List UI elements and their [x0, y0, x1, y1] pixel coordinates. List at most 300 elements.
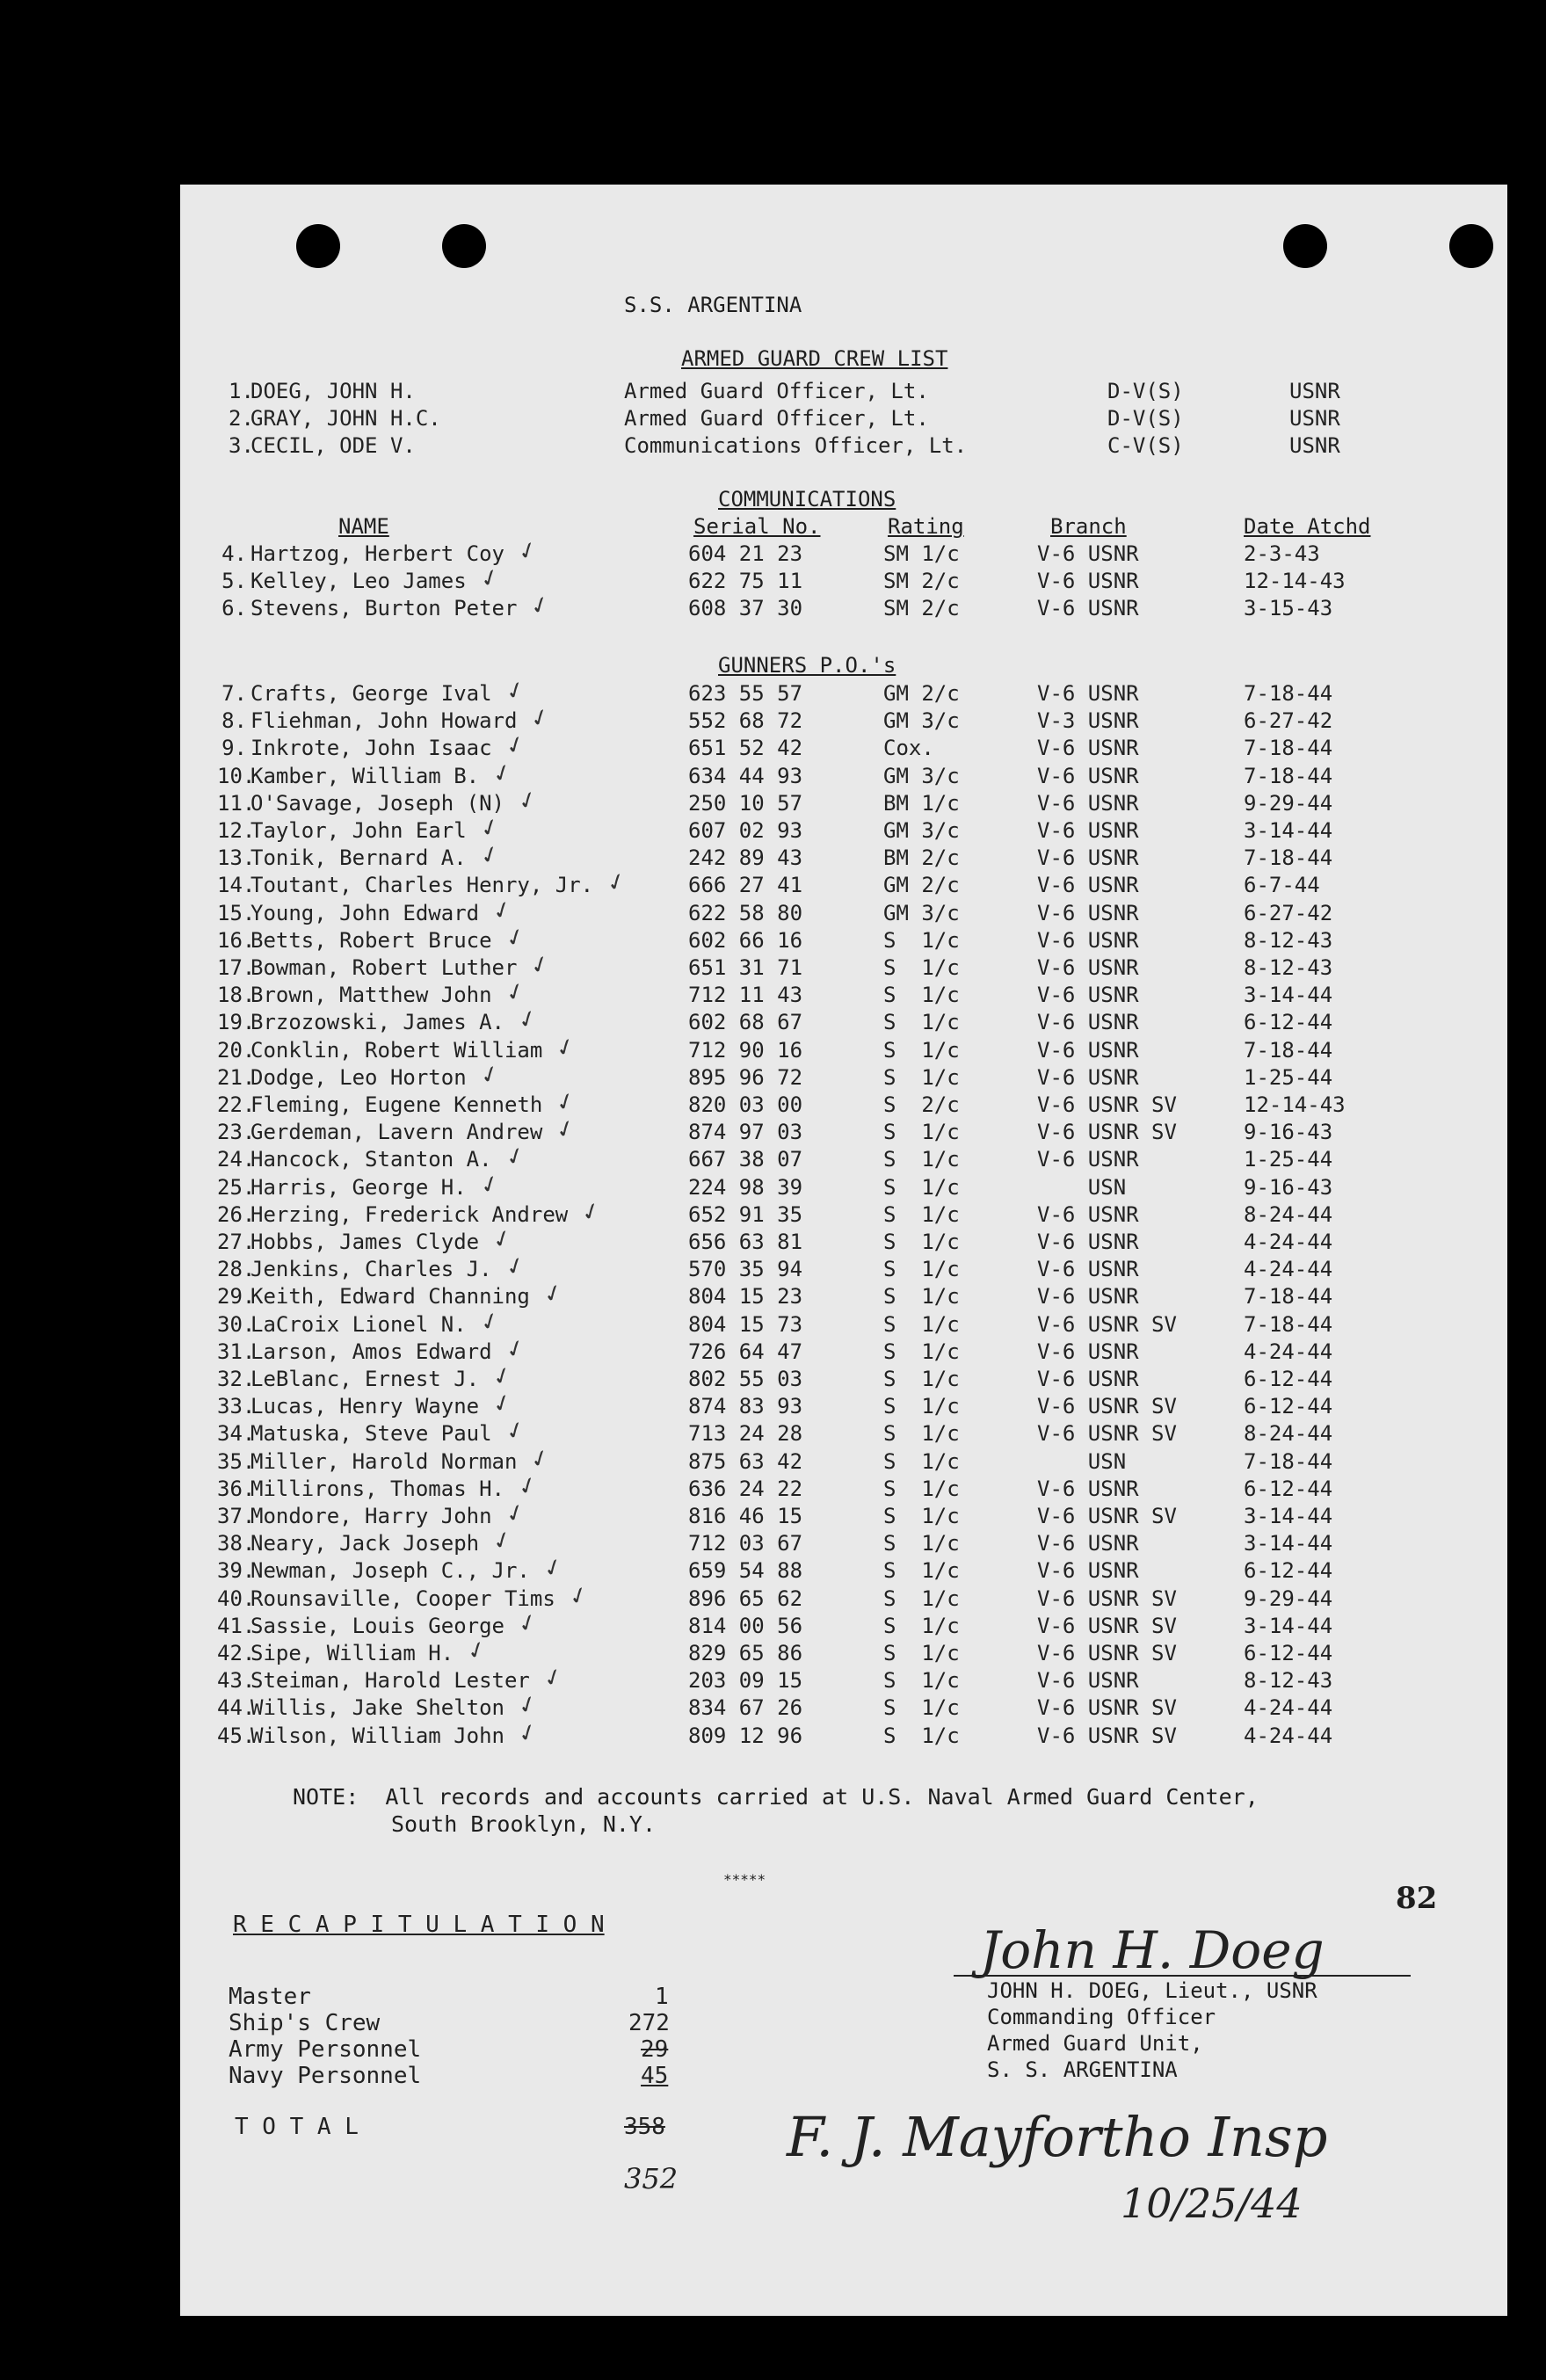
- check-mark-icon: ✓: [502, 728, 528, 763]
- crew-name: Kelley, Leo James: [250, 569, 467, 594]
- crew-row: [180, 809, 1507, 845]
- signature-title: Commanding Officer: [987, 2005, 1216, 2029]
- crew-date: 4-24-44: [1244, 1257, 1333, 1282]
- officer-rank: D-V(S): [1107, 406, 1184, 431]
- crew-branch: V-6 USNR: [1037, 1230, 1139, 1254]
- officer-title: Armed Guard Officer, Lt.: [624, 406, 929, 431]
- crew-rating: S 1/c: [883, 1531, 960, 1556]
- crew-serial: 726 64 47: [688, 1339, 803, 1364]
- crew-branch: V-6 USNR SV: [1037, 1120, 1177, 1145]
- crew-list-title: ARMED GUARD CREW LIST: [681, 346, 948, 371]
- crew-date: 6-27-42: [1244, 708, 1333, 734]
- officer-rank: D-V(S): [1107, 379, 1184, 403]
- crew-rating: SM 2/c: [883, 569, 960, 594]
- crew-date: 8-24-44: [1244, 1421, 1333, 1447]
- crew-branch: V-6 USNR: [1037, 736, 1139, 761]
- signature-ship: S. S. ARGENTINA: [987, 2057, 1178, 2082]
- signature-name: JOHN H. DOEG, Lieut., USNR: [987, 1978, 1317, 2003]
- crew-num: 32.: [217, 1367, 256, 1391]
- crew-rating: S 1/c: [883, 1037, 960, 1063]
- crew-name: Stevens, Burton Peter: [250, 596, 518, 621]
- crew-num: 25.: [217, 1174, 256, 1200]
- crew-row: [180, 838, 1507, 873]
- crew-rating: S 1/c: [883, 1201, 960, 1227]
- crew-serial: 820 03 00: [688, 1092, 803, 1117]
- crew-branch: V-6 USNR: [1037, 1531, 1139, 1556]
- crew-date: 3-14-44: [1244, 1531, 1333, 1556]
- crew-branch: V-6 USNR SV: [1037, 1092, 1177, 1117]
- crew-num: 10.: [217, 763, 256, 788]
- check-mark-icon: ✓: [514, 533, 541, 569]
- crew-num: 11.: [217, 790, 256, 816]
- crew-name: Millirons, Thomas H.: [250, 1476, 504, 1501]
- check-mark-icon: ✓: [577, 1194, 604, 1229]
- punch-hole: [1449, 224, 1493, 268]
- check-mark-icon: ✓: [526, 588, 553, 623]
- crew-num: 42.: [217, 1641, 256, 1665]
- officer-name: DOEG, JOHN H.: [250, 379, 416, 403]
- crew-rating: S 1/c: [883, 1448, 960, 1474]
- crew-rating: S 1/c: [883, 1558, 960, 1584]
- officer-branch: USNR: [1289, 379, 1340, 403]
- check-mark-icon: ✓: [489, 1221, 515, 1257]
- crew-row: [180, 1303, 1507, 1339]
- check-mark-icon: ✓: [489, 892, 515, 927]
- crew-row: [180, 1139, 1507, 1174]
- crew-rating: BM 2/c: [883, 845, 960, 871]
- crew-branch: V-6 USNR: [1037, 927, 1139, 953]
- crew-name: LeBlanc, Ernest J.: [250, 1367, 480, 1391]
- crew-branch: V-6 USNR: [1037, 790, 1139, 816]
- check-mark-icon: ✓: [502, 975, 528, 1010]
- crew-name: Gerdeman, Lavern Andrew: [250, 1120, 543, 1145]
- crew-rating: S 1/c: [883, 1585, 960, 1611]
- crew-date: 9-16-43: [1244, 1120, 1333, 1145]
- officer-title: Armed Guard Officer, Lt.: [624, 379, 929, 403]
- crew-rating: S 1/c: [883, 1311, 960, 1337]
- crew-row: [180, 1715, 1507, 1750]
- crew-num: 22.: [217, 1092, 256, 1117]
- crew-row: [180, 892, 1507, 927]
- crew-row: [180, 919, 1507, 954]
- crew-date: 9-16-43: [1244, 1174, 1333, 1200]
- crew-num: 23.: [217, 1120, 256, 1145]
- crew-branch: V-6 USNR SV: [1037, 1311, 1177, 1337]
- crew-name: Hancock, Stanton A.: [250, 1147, 492, 1172]
- crew-row: [180, 1358, 1507, 1394]
- crew-branch: V-6 USNR SV: [1037, 1421, 1177, 1447]
- crew-name: Fliehman, John Howard: [250, 708, 518, 734]
- crew-rating: S 1/c: [883, 1367, 960, 1391]
- check-mark-icon: ✓: [476, 1056, 503, 1092]
- officer-branch: USNR: [1289, 433, 1340, 458]
- crew-branch: V-6 USNR SV: [1037, 1723, 1177, 1748]
- crew-date: 4-24-44: [1244, 1723, 1333, 1748]
- crew-row: [180, 1056, 1507, 1092]
- crew-num: 12.: [217, 818, 256, 843]
- crew-date: 6-12-44: [1244, 1394, 1333, 1419]
- crew-branch: V-6 USNR: [1037, 1284, 1139, 1310]
- crew-rating: S 1/c: [883, 1120, 960, 1145]
- crew-num: 43.: [217, 1668, 256, 1694]
- check-mark-icon: ✓: [502, 1139, 528, 1174]
- crew-row: [180, 672, 1507, 708]
- crew-branch: V-6 USNR: [1037, 1558, 1139, 1584]
- crew-row: [180, 1632, 1507, 1668]
- crew-serial: 250 10 57: [688, 790, 803, 816]
- check-mark-icon: ✓: [476, 1166, 503, 1201]
- crew-branch: V-6 USNR: [1037, 1668, 1139, 1694]
- crew-serial: 622 58 80: [688, 900, 803, 925]
- crew-serial: 634 44 93: [688, 763, 803, 788]
- crew-row: [180, 1468, 1507, 1503]
- crew-name: Bowman, Robert Luther: [250, 955, 518, 980]
- check-mark-icon: ✓: [514, 1002, 541, 1037]
- crew-branch: V-6 USNR: [1037, 596, 1139, 621]
- crew-name: Hobbs, James Clyde: [250, 1230, 480, 1254]
- crew-branch: V-6 USNR: [1037, 818, 1139, 843]
- crew-date: 4-24-44: [1244, 1339, 1333, 1364]
- crew-date: 7-18-44: [1244, 1448, 1333, 1474]
- crew-serial: 570 35 94: [688, 1257, 803, 1282]
- crew-serial: 636 24 22: [688, 1476, 803, 1501]
- crew-row: [180, 533, 1507, 569]
- crew-row: [180, 1440, 1507, 1476]
- crew-date: 4-24-44: [1244, 1695, 1333, 1721]
- crew-date: 8-12-43: [1244, 1668, 1333, 1694]
- crew-num: 15.: [217, 900, 256, 925]
- crew-num: 9.: [221, 736, 247, 761]
- name-header: NAME: [338, 514, 389, 539]
- crew-num: 20.: [217, 1037, 256, 1063]
- recap-value-army: 29: [641, 2036, 669, 2063]
- crew-name: LaCroix Lionel N.: [250, 1311, 467, 1337]
- crew-serial: 814 00 56: [688, 1613, 803, 1638]
- crew-num: 18.: [217, 983, 256, 1008]
- crew-rating: S 1/c: [883, 983, 960, 1008]
- crew-date: 6-27-42: [1244, 900, 1333, 925]
- crew-branch: V-6 USNR: [1037, 541, 1139, 566]
- serial-header: Serial No.: [693, 514, 821, 539]
- crew-num: 31.: [217, 1339, 256, 1364]
- crew-row: [180, 1084, 1507, 1120]
- crew-serial: 712 90 16: [688, 1037, 803, 1063]
- crew-serial: 608 37 30: [688, 596, 803, 621]
- crew-serial: 804 15 23: [688, 1284, 803, 1310]
- crew-num: 27.: [217, 1230, 256, 1254]
- crew-branch: USN: [1037, 1174, 1127, 1200]
- check-mark-icon: ✓: [489, 1386, 515, 1421]
- crew-rating: S 1/c: [883, 1174, 960, 1200]
- crew-date: 1-25-44: [1244, 1064, 1333, 1090]
- crew-branch: V-6 USNR SV: [1037, 1504, 1177, 1528]
- crew-rating: S 1/c: [883, 1284, 960, 1310]
- crew-rating: S 1/c: [883, 1147, 960, 1172]
- crew-name: Steiman, Harold Lester: [250, 1668, 530, 1694]
- crew-num: 38.: [217, 1531, 256, 1556]
- recap-total-value: 358: [624, 2114, 665, 2140]
- page-number: 82: [1396, 1881, 1438, 1916]
- check-mark-icon: ✓: [489, 755, 515, 790]
- crew-row: [180, 865, 1507, 900]
- inspector-date: 10/25/44: [1121, 2180, 1303, 2227]
- crew-branch: USN: [1037, 1448, 1127, 1474]
- crew-serial: 712 03 67: [688, 1531, 803, 1556]
- check-mark-icon: ✓: [476, 809, 503, 845]
- crew-rating: GM 3/c: [883, 900, 960, 925]
- crew-name: Larson, Amos Edward: [250, 1339, 492, 1364]
- check-mark-icon: ✓: [540, 1276, 566, 1311]
- crew-serial: 242 89 43: [688, 845, 803, 871]
- crew-row: [180, 782, 1507, 817]
- check-mark-icon: ✓: [476, 1303, 503, 1339]
- crew-rating: S 1/c: [883, 1504, 960, 1528]
- crew-rating: S 1/c: [883, 1010, 960, 1035]
- crew-serial: 666 27 41: [688, 873, 803, 898]
- rating-header: Rating: [888, 514, 964, 539]
- crew-rating: S 1/c: [883, 927, 960, 953]
- signature-unit: Armed Guard Unit,: [987, 2031, 1203, 2056]
- crew-serial: 623 55 57: [688, 681, 803, 706]
- crew-date: 8-12-43: [1244, 955, 1333, 980]
- crew-serial: 622 75 11: [688, 569, 803, 594]
- crew-rating: S 1/c: [883, 1723, 960, 1748]
- crew-date: 12-14-43: [1244, 569, 1346, 594]
- crew-row: [180, 1495, 1507, 1531]
- crew-row: [180, 1550, 1507, 1585]
- crew-date: 4-24-44: [1244, 1230, 1333, 1254]
- inspector-signature: F. J. Mayfortho Insp: [787, 2105, 1328, 2169]
- crew-date: 9-29-44: [1244, 790, 1333, 816]
- crew-date: 3-14-44: [1244, 983, 1333, 1008]
- officer-num: 1.: [229, 379, 254, 403]
- crew-name: Lucas, Henry Wayne: [250, 1394, 480, 1419]
- separator-stars: *****: [723, 1871, 766, 1888]
- check-mark-icon: ✓: [526, 1440, 553, 1476]
- crew-rating: S 1/c: [883, 1421, 960, 1447]
- crew-name: Newman, Joseph C., Jr.: [250, 1558, 530, 1584]
- check-mark-icon: ✓: [502, 672, 528, 708]
- check-mark-icon: ✓: [502, 1331, 528, 1366]
- communications-heading: COMMUNICATIONS: [718, 487, 896, 512]
- crew-serial: 224 98 39: [688, 1174, 803, 1200]
- crew-date: 7-18-44: [1244, 1284, 1333, 1310]
- crew-date: 3-14-44: [1244, 1504, 1333, 1528]
- crew-num: 36.: [217, 1476, 256, 1501]
- crew-row: [180, 947, 1507, 983]
- recap-label-master: Master: [229, 1984, 311, 2010]
- crew-serial: 874 97 03: [688, 1120, 803, 1145]
- crew-serial: 602 68 67: [688, 1010, 803, 1035]
- check-mark-icon: ✓: [540, 1550, 566, 1585]
- crew-rating: S 2/c: [883, 1092, 960, 1117]
- crew-date: 8-24-44: [1244, 1201, 1333, 1227]
- crew-rating: Cox.: [883, 736, 934, 761]
- recap-value-crew: 272: [628, 2010, 670, 2036]
- crew-name: Young, John Edward: [250, 900, 480, 925]
- crew-serial: 875 63 42: [688, 1448, 803, 1474]
- crew-row: [180, 561, 1507, 596]
- crew-branch: V-6 USNR: [1037, 1037, 1139, 1063]
- recap-label-navy: Navy Personnel: [229, 2063, 422, 2089]
- crew-name: O'Savage, Joseph (N): [250, 790, 504, 816]
- officer-row: [180, 378, 1507, 405]
- officer-row: [180, 432, 1507, 460]
- crew-rating: S 1/c: [883, 1641, 960, 1665]
- crew-serial: 895 96 72: [688, 1064, 803, 1090]
- crew-row: [180, 728, 1507, 763]
- check-mark-icon: ✓: [514, 1715, 541, 1750]
- crew-num: 5.: [221, 569, 247, 594]
- check-mark-icon: ✓: [502, 1249, 528, 1284]
- recap-value-navy: 45: [641, 2063, 669, 2089]
- crew-date: 3-14-44: [1244, 1613, 1333, 1638]
- punch-hole: [442, 224, 486, 268]
- crew-num: 30.: [217, 1311, 256, 1337]
- crew-serial: 203 09 15: [688, 1668, 803, 1694]
- crew-serial: 713 24 28: [688, 1421, 803, 1447]
- check-mark-icon: ✓: [514, 1605, 541, 1640]
- officer-signature: John H. Doeg: [980, 1920, 1325, 1980]
- crew-serial: 651 31 71: [688, 955, 803, 980]
- crew-num: 37.: [217, 1504, 256, 1528]
- crew-rating: S 1/c: [883, 1668, 960, 1694]
- crew-rating: S 1/c: [883, 1064, 960, 1090]
- crew-name: Jenkins, Charles J.: [250, 1257, 492, 1282]
- crew-branch: V-6 USNR: [1037, 1201, 1139, 1227]
- crew-branch: V-6 USNR: [1037, 873, 1139, 898]
- crew-row: [180, 588, 1507, 623]
- crew-branch: V-6 USNR SV: [1037, 1641, 1177, 1665]
- crew-rating: S 1/c: [883, 1394, 960, 1419]
- crew-num: 39.: [217, 1558, 256, 1584]
- crew-rating: S 1/c: [883, 1695, 960, 1721]
- crew-branch: V-6 USNR: [1037, 1339, 1139, 1364]
- crew-rating: SM 2/c: [883, 596, 960, 621]
- crew-date: 7-18-44: [1244, 1311, 1333, 1337]
- officer-num: 3.: [229, 433, 254, 458]
- crew-name: Taylor, John Earl: [250, 818, 467, 843]
- crew-branch: V-6 USNR: [1037, 681, 1139, 706]
- officer-num: 2.: [229, 406, 254, 431]
- crew-num: 33.: [217, 1394, 256, 1419]
- crew-name: Sipe, William H.: [250, 1641, 454, 1665]
- check-mark-icon: ✓: [540, 1660, 566, 1695]
- crew-rating: GM 2/c: [883, 873, 960, 898]
- crew-date: 6-12-44: [1244, 1558, 1333, 1584]
- check-mark-icon: ✓: [489, 1523, 515, 1558]
- crew-branch: V-6 USNR: [1037, 845, 1139, 871]
- crew-name: Hartzog, Herbert Coy: [250, 541, 504, 566]
- crew-row: [180, 1002, 1507, 1037]
- crew-num: 7.: [221, 681, 247, 706]
- crew-serial: 652 91 35: [688, 1201, 803, 1227]
- crew-row: [180, 1194, 1507, 1229]
- crew-row: [180, 755, 1507, 790]
- officer-title: Communications Officer, Lt.: [624, 433, 968, 458]
- crew-date: 3-15-43: [1244, 596, 1333, 621]
- crew-date: 12-14-43: [1244, 1092, 1346, 1117]
- note-line-2: South Brooklyn, N.Y.: [391, 1811, 657, 1837]
- crew-num: 16.: [217, 927, 256, 953]
- crew-num: 40.: [217, 1585, 256, 1611]
- crew-date: 7-18-44: [1244, 1037, 1333, 1063]
- crew-row: [180, 1660, 1507, 1695]
- check-mark-icon: ✓: [476, 561, 503, 596]
- crew-branch: V-6 USNR: [1037, 1367, 1139, 1391]
- crew-rating: BM 1/c: [883, 790, 960, 816]
- ship-title: S.S. ARGENTINA: [624, 293, 802, 317]
- crew-name: Mondore, Harry John: [250, 1504, 492, 1528]
- crew-serial: 829 65 86: [688, 1641, 803, 1665]
- crew-name: Sassie, Louis George: [250, 1613, 504, 1638]
- crew-rating: S 1/c: [883, 1339, 960, 1364]
- crew-name: Rounsaville, Cooper Tims: [250, 1585, 555, 1611]
- check-mark-icon: ✓: [526, 947, 553, 983]
- crew-name: Neary, Jack Joseph: [250, 1531, 480, 1556]
- officer-rank: C-V(S): [1107, 433, 1184, 458]
- officer-name: GRAY, JOHN H.C.: [250, 406, 441, 431]
- crew-row: [180, 1687, 1507, 1723]
- check-mark-icon: ✓: [552, 1112, 578, 1147]
- crew-branch: V-3 USNR: [1037, 708, 1139, 734]
- check-mark-icon: ✓: [514, 1468, 541, 1503]
- crew-rating: SM 1/c: [883, 541, 960, 566]
- check-mark-icon: ✓: [526, 700, 553, 736]
- crew-branch: V-6 USNR: [1037, 1064, 1139, 1090]
- crew-name: Wilson, William John: [250, 1723, 504, 1748]
- crew-row: [180, 1523, 1507, 1558]
- recap-label-army: Army Personnel: [229, 2036, 422, 2063]
- crew-serial: 809 12 96: [688, 1723, 803, 1748]
- crew-branch: V-6 USNR SV: [1037, 1695, 1177, 1721]
- crew-name: Keith, Edward Channing: [250, 1284, 530, 1310]
- crew-date: 7-18-44: [1244, 681, 1333, 706]
- note-line-1: NOTE: All records and accounts carried at U.S. Naval Armed Guard Center,: [293, 1784, 1259, 1810]
- crew-serial: 604 21 23: [688, 541, 803, 566]
- crew-rating: GM 3/c: [883, 763, 960, 788]
- recap-title: R E C A P I T U L A T I O N: [233, 1912, 605, 1938]
- check-mark-icon: ✓: [552, 1029, 578, 1064]
- crew-branch: V-6 USNR SV: [1037, 1394, 1177, 1419]
- gunners-heading: GUNNERS P.O.'s: [718, 653, 896, 678]
- crew-branch: V-6 USNR: [1037, 1476, 1139, 1501]
- crew-name: Miller, Harold Norman: [250, 1448, 518, 1474]
- crew-name: Willis, Jake Shelton: [250, 1695, 504, 1721]
- crew-name: Conklin, Robert William: [250, 1037, 543, 1063]
- date-header: Date Atchd: [1244, 514, 1371, 539]
- crew-row: [180, 1249, 1507, 1284]
- document-page: [180, 185, 1507, 2316]
- crew-row: [180, 1605, 1507, 1640]
- crew-row: [180, 1386, 1507, 1421]
- crew-date: 6-12-44: [1244, 1367, 1333, 1391]
- recap-corrected-total: 352: [624, 2162, 679, 2195]
- crew-num: 8.: [221, 708, 247, 734]
- crew-num: 28.: [217, 1257, 256, 1282]
- crew-num: 34.: [217, 1421, 256, 1447]
- crew-row: [180, 700, 1507, 736]
- punch-hole: [296, 224, 340, 268]
- check-mark-icon: ✓: [514, 782, 541, 817]
- crew-date: 7-18-44: [1244, 736, 1333, 761]
- crew-name: Toutant, Charles Henry, Jr.: [250, 873, 594, 898]
- crew-name: Fleming, Eugene Kenneth: [250, 1092, 543, 1117]
- crew-name: Kamber, William B.: [250, 763, 480, 788]
- crew-rating: S 1/c: [883, 1613, 960, 1638]
- crew-num: 41.: [217, 1613, 256, 1638]
- crew-branch: V-6 USNR: [1037, 763, 1139, 788]
